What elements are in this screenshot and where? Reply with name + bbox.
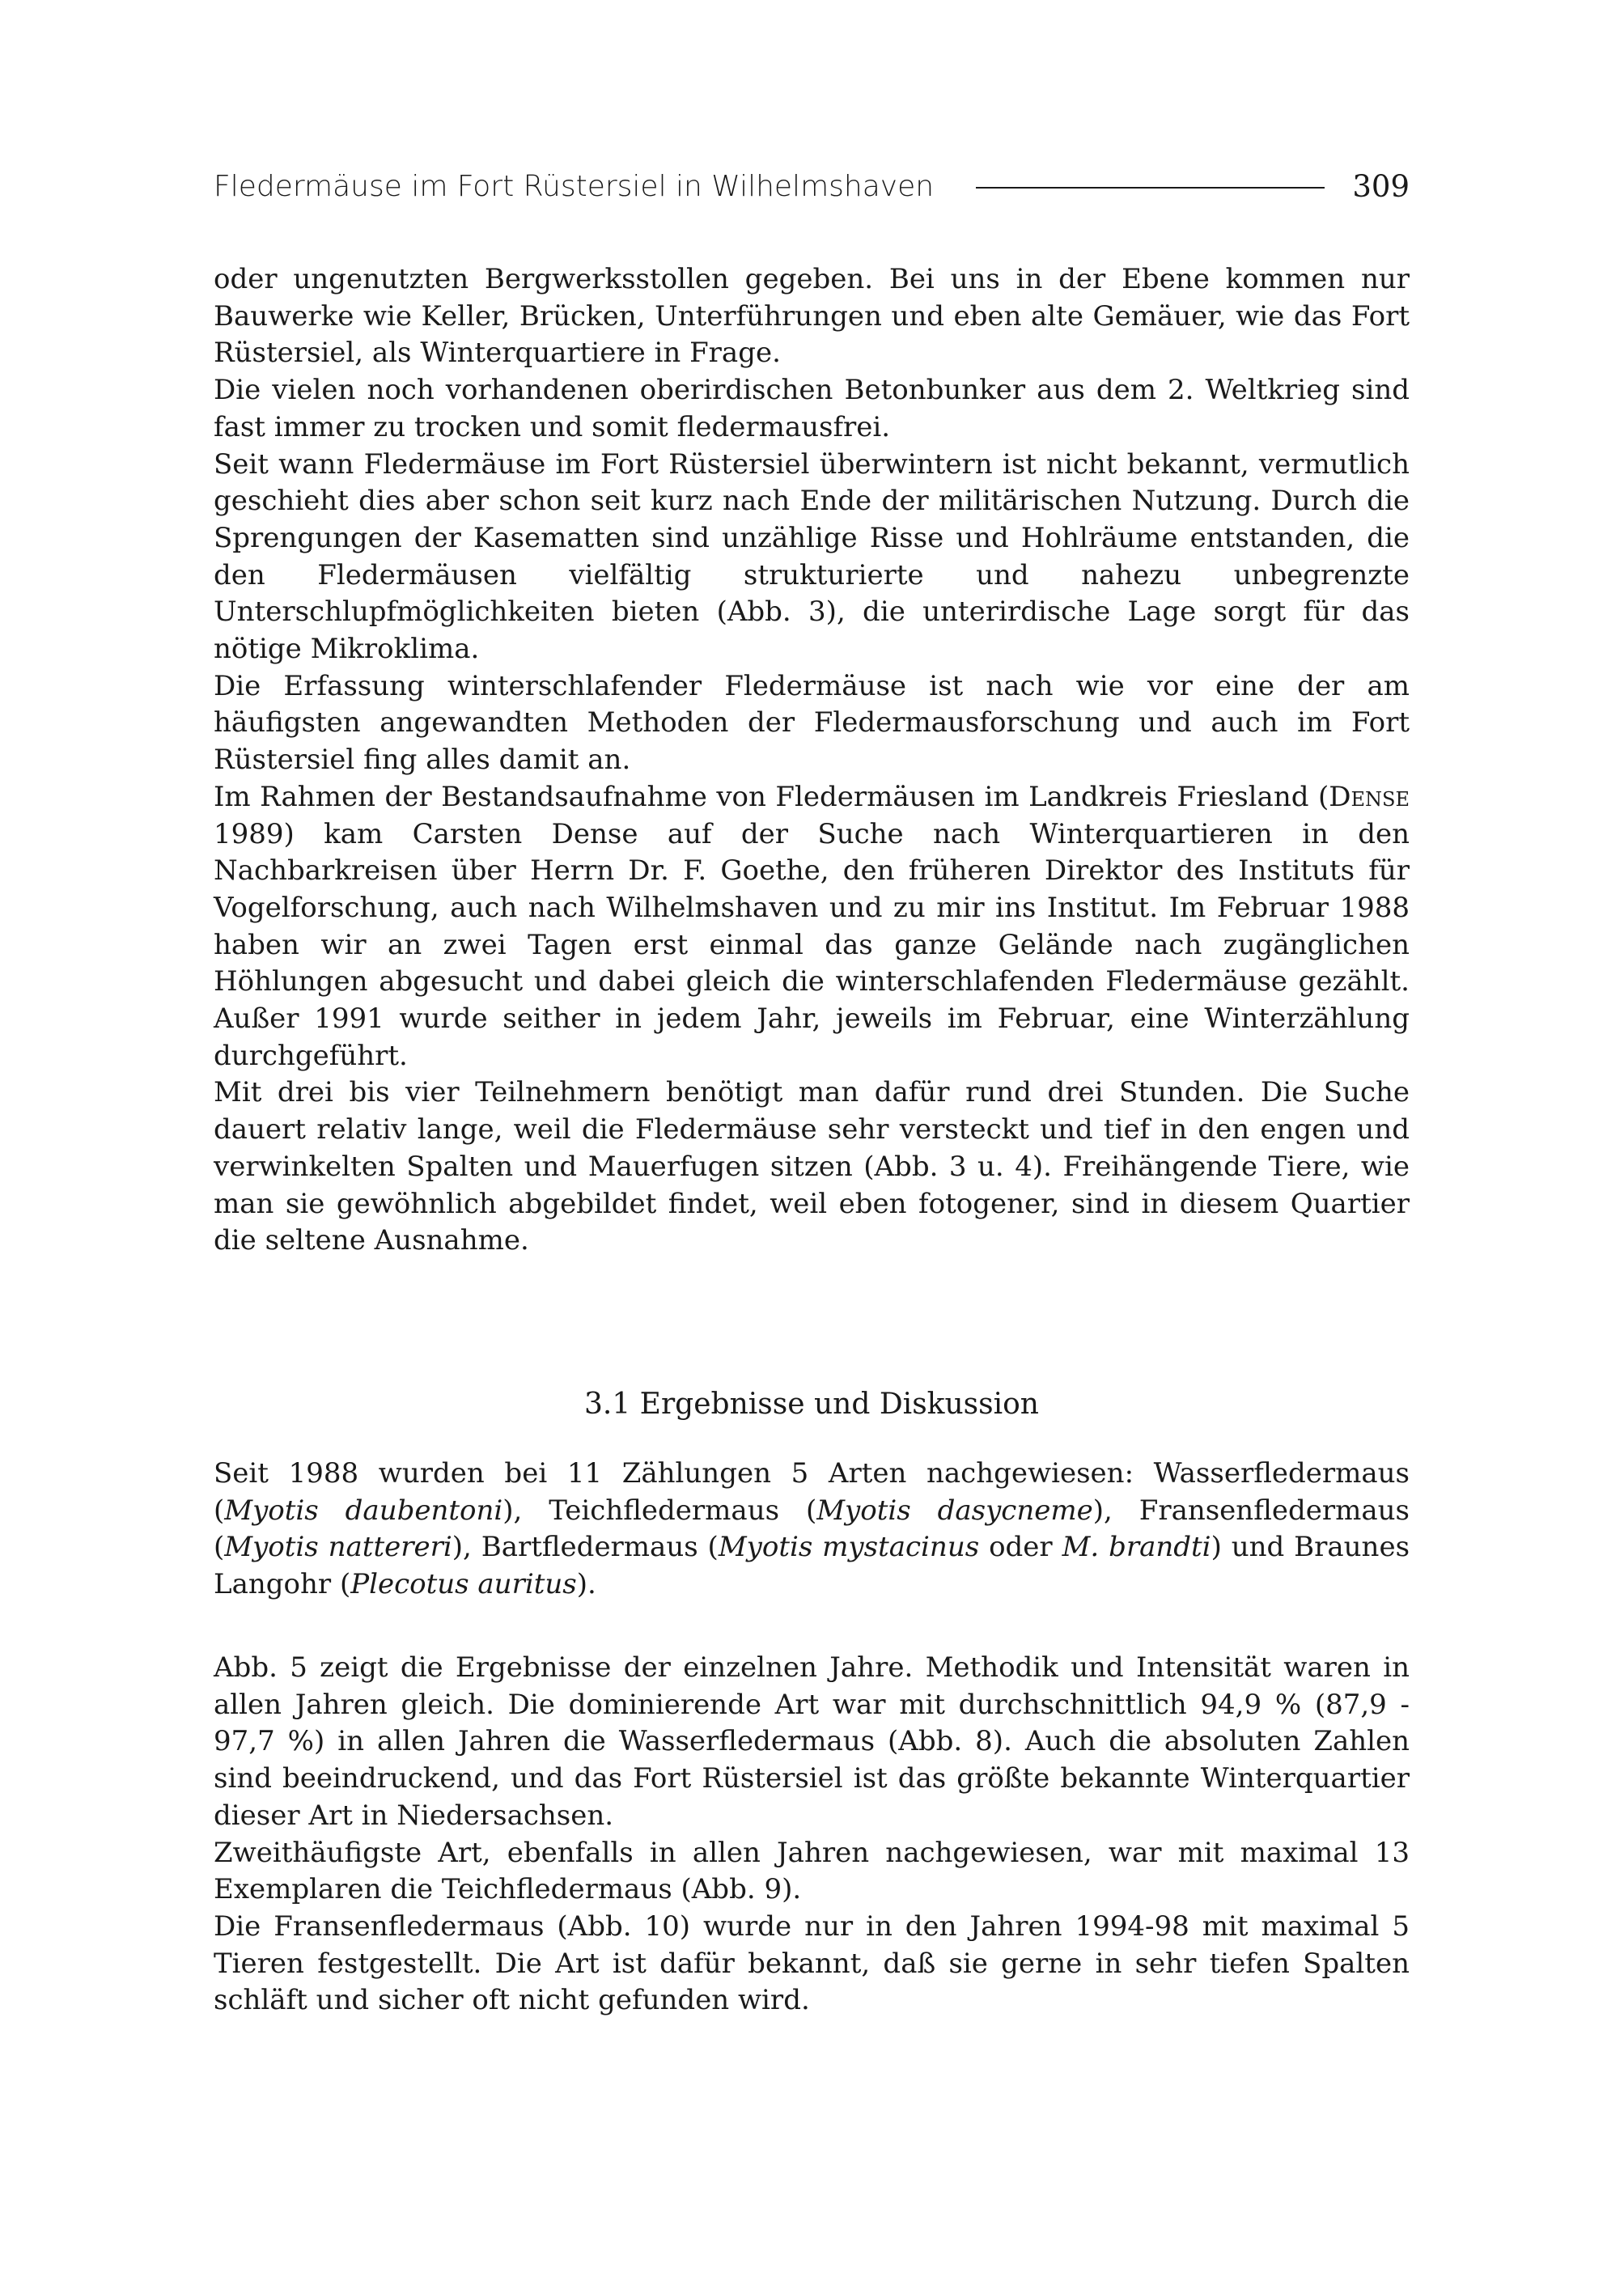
paragraph-dense-citation: Im Rahmen der Bestandsaufnahme von Fledermäusen im Landkreis Friesland (Dense 1989) kam Carsten Dense auf der Suche nach Winterquartieren in den Nachbarkreisen über Herrn Dr. F. Goethe, den früheren Direktor des Instituts für Vogelforschung, auch nach Wilhelmshaven und zu mir ins Institut. Im Februar 1988 haben wir an zwei Tagen erst einmal das ganze Gelände nach zugänglichen Höhlungen abgesucht und dabei gleich die winterschlafenden Fledermäuse gezählt. Außer 1991 wurde seither in jedem Jahr, jeweils im Februar, eine Winterzählung durchgeführt. xyxy=(214,780,1410,1072)
running-head xyxy=(214,166,1410,206)
paragraph: Die vielen noch vorhandenen oberirdischen Betonbunker aus dem 2. Weltkrieg sind fast immer zu trocken und somit fledermausfrei. xyxy=(214,374,1410,443)
paragraph: Mit drei bis vier Teilnehmern benötigt man dafür rund drei Stunden. Die Suche dauert relativ lange, weil die Fledermäuse sehr versteckt und tief in den engen und verwinkelten Spalten und Mauerfugen sitzen (Abb. 3 u. 4). Freihängende Tiere, wie man sie gewöhnlich abgebildet findet, weil eben fotogener, sind in diesem Quartier die seltene Ausnahme. xyxy=(214,1076,1410,1257)
header-rule xyxy=(976,187,1325,189)
running-title: Fledermäuse im Fort Rüstersiel in Wilhelmshaven xyxy=(214,169,935,203)
species-name: M. brandti xyxy=(1062,1531,1211,1564)
paragraph: Seit wann Fledermäuse im Fort Rüstersiel überwintern ist nicht bekannt, vermutlich geschieht dies aber schon seit kurz nach Ende der militärischen Nutzung. Durch die Sprengungen der Kasematten sind unzählige Risse und Hohlräume entstanden, die den Fledermäusen vielfältig strukturierte und nahezu unbegrenzte Unterschlupfmöglichkeiten bieten (Abb. 3), die unterirdische Lage sorgt für das nötige Mikroklima. xyxy=(214,447,1410,666)
body-block-results xyxy=(214,1650,1410,2020)
text-run: ), Teichfledermaus ( xyxy=(502,1494,817,1527)
text-run: oder xyxy=(979,1531,1062,1564)
text-run: ), Bartfledermaus ( xyxy=(452,1531,719,1564)
species-name: Myotis mystacinus xyxy=(718,1531,980,1564)
species-name: Myotis dasycneme xyxy=(816,1494,1093,1527)
body-block-intro xyxy=(214,261,1410,1260)
body-block-species xyxy=(214,1456,1410,1604)
text-run: ). xyxy=(576,1568,596,1601)
document-page xyxy=(214,0,1410,2293)
text-run: ) und Braunes Langohr ( xyxy=(214,1531,1410,1601)
text-run: ), Fransenfledermaus ( xyxy=(214,1494,1410,1564)
paragraph: Die Fransenfledermaus (Abb. 10) wurde nur in den Jahren 1994-98 mit maximal 5 Tieren festgestellt. Die Art ist dafür bekannt, daß sie gerne in sehr tiefen Spalten schläft und sicher oft nicht gefunden wird. xyxy=(214,1909,1410,2017)
paragraph: Die Erfassung winterschlafender Fledermäuse ist nach wie vor eine der am häufigsten angewandten Methoden der Fledermausforschung und auch im Fort Rüstersiel fing alles damit an. xyxy=(214,669,1410,777)
paragraph-species-list xyxy=(214,1456,1410,1604)
paragraph: Zweithäufigste Art, ebenfalls in allen Jahren nachgewiesen, war mit maximal 13 Exemplaren die Teichfledermaus (Abb. 9). xyxy=(214,1836,1410,1906)
author-citation: Dense xyxy=(1329,780,1410,813)
paragraph: oder ungenutzten Bergwerksstollen gegeben. Bei uns in der Ebene kommen nur Bauwerke wie Keller, Brücken, Unterführungen und eben alte Gemäuer, wie das Fort Rüstersiel, als Winterquartiere in Frage. xyxy=(214,263,1410,370)
page-number: 309 xyxy=(1352,168,1410,204)
text-run: Seit 1988 wurden bei 11 Zählungen 5 Arten nachgewiesen: Wasserfledermaus ( xyxy=(214,1457,1410,1527)
paragraph: Abb. 5 zeigt die Ergebnisse der einzelnen Jahre. Methodik und Intensität waren in allen Jahren gleich. Die dominierende Art war mit durchschnittlich 94,9 % (87,9 - 97,7 %) in allen Jahren die Wasserfledermaus (Abb. 8). Auch die absoluten Zahlen sind beeindruckend, und das Fort Rüstersiel ist das größte bekannte Winterquartier dieser Art in Niedersachsen. xyxy=(214,1651,1410,1832)
species-name: Plecotus auritus xyxy=(350,1568,577,1601)
species-name: Myotis nattereri xyxy=(224,1531,452,1564)
section-heading: 3.1 Ergebnisse und Diskussion xyxy=(583,1388,1039,1421)
species-name: Myotis daubentoni xyxy=(224,1494,503,1527)
